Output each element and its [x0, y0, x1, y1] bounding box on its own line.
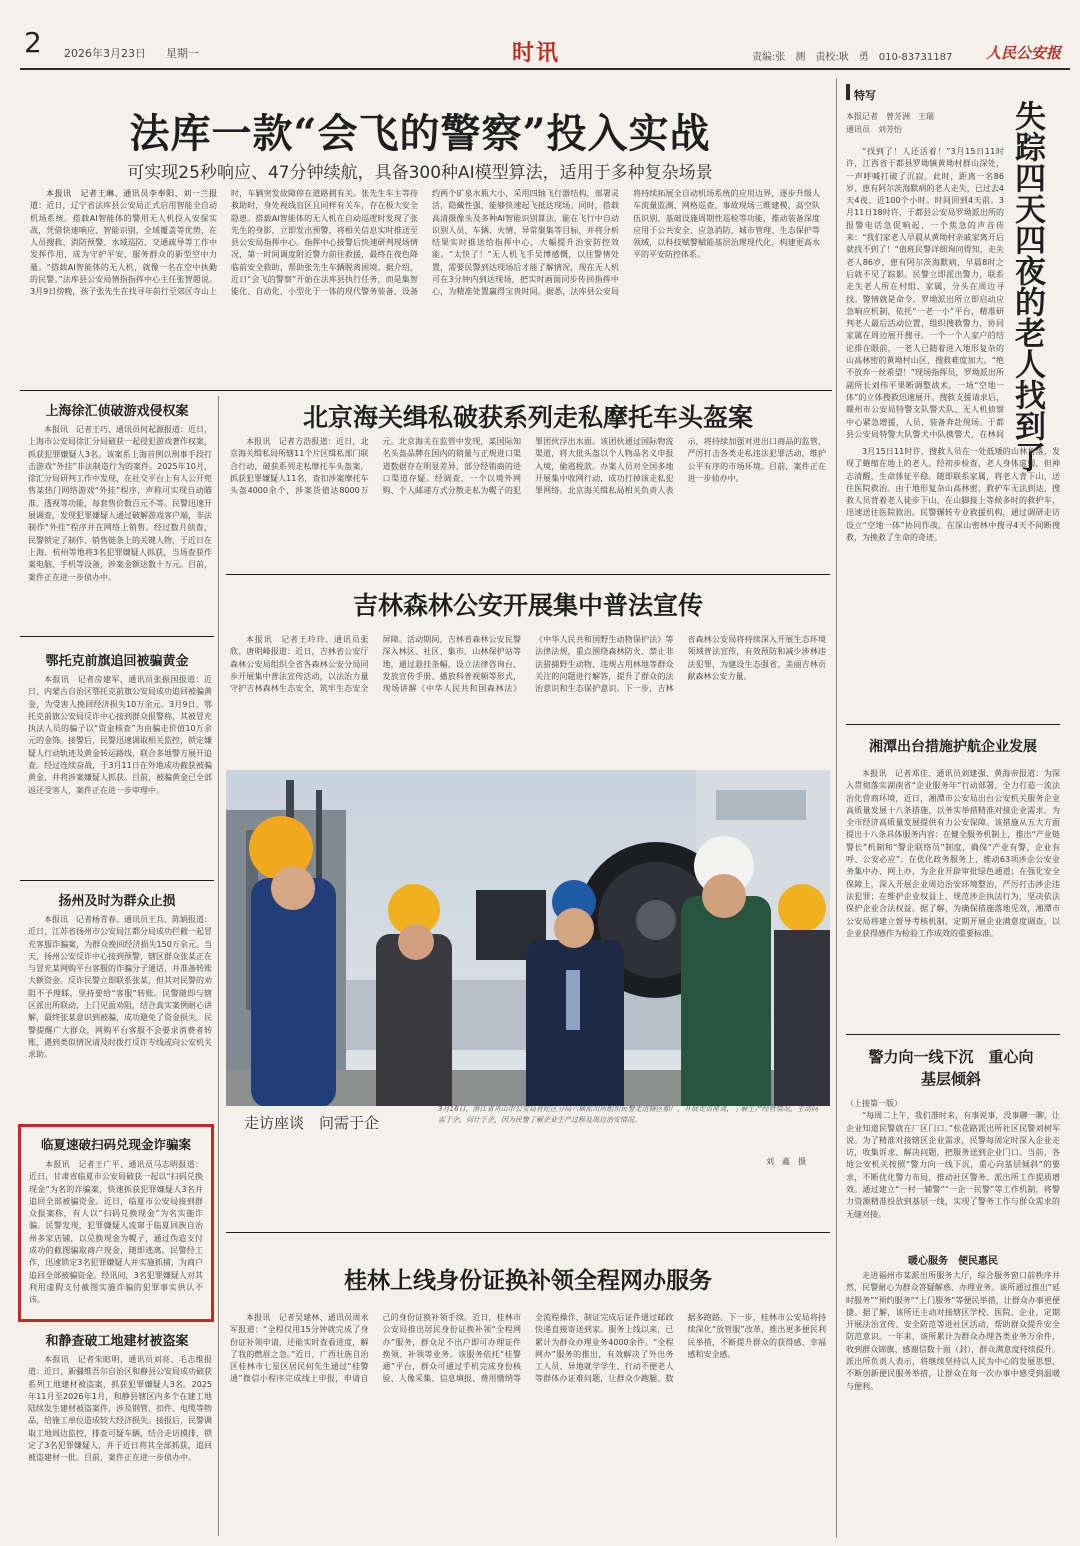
guilin-body: [230, 1312, 826, 1538]
feature-tag-label: 特写: [854, 89, 876, 102]
rule-xiangtan: [846, 724, 1060, 725]
jilin-headline: 吉林森林公安开展集中普法宣传: [352, 591, 703, 620]
issue-weekday: 星期一: [166, 47, 199, 60]
rule-yangzhou: [20, 880, 214, 881]
jingli-body-2: [846, 1270, 1060, 1538]
feature-body-cont: [846, 446, 1060, 716]
linxia-body: [21, 1153, 211, 1319]
left-column-rule: [218, 396, 219, 1536]
xiangtan-byline: 本报讯 记者邓佳、通讯员刘建强、黄海帝报道：: [862, 769, 1044, 778]
etuoke-text: 近日，内蒙古自治区鄂托克前旗公安局成功追回被骗黄金，为受害人挽回经济损失10万余元。3月9日，鄂托克前旗公安局反诈中心接到群众报警称，其被冒充执法人员的骗子以“资金核查”为由骗走价值10万余元的金饰。接警后，民警迅速调取相关监控，锁定嫌疑人行动轨迹及黄金转运路线，联合多地警方展开追查。经过连续奋战，于3月11日在外地成功截获被骗黄金，并将涉案嫌疑人抓获。目前，被骗黄金已全部返还受害人，案件正在进一步审理中。: [28, 675, 212, 795]
jilin-text: 近日，吉林省公安厅森林公安局组织全省各森林公安分局同步开展集中普法宣传活动，以法治力量守护吉林森林生态安全，筑牢生态安全屏障。活动期间，吉林省森林公安民警深入林区、社区、集市、山林保护站等地，通过悬挂条幅、设立法律咨询台、发放宣传手册、播放科普视频等形式，现场讲解《中华人民共和国森林法》《中华人民共和国野生动物保护法》等法律法规，重点围绕森林防火、禁止非法猎捕野生动物、违规占用林地等群众关注的问题进行解答，提升了群众的法治意识和生态保护意识。下一步，吉林省森林公安局将持续深入开展生态环境领域普法宣传，有效预防和减少涉林违法犯罪，为建设生态强省、美丽吉林贡献森林公安力量。: [230, 635, 826, 694]
feature-body-top: “找到了！人还活着！”3月15日11时许，江西省于都县罗坳镇黄坳村群山深处，一声呼喊打破了沉寂。此时，距离一名86岁、患有阿尔茨海默病的老人走失，已过去4天4夜、近100个小时。时间回到4天前。3月11日18时许，于都县公安局罗坳派出所的报警电话急促响起，一个焦急的声音传来：“我们家老人早晨从黄坳村亲戚家离开后就找不到了！”值班民警详细询问得知，走失老人86岁，患有阿尔茨海默病，早晨8时之后就不见了踪影。民警立即派出警力，联系走失老人所在村组、家属，分头在周边寻找。警情就是命令。罗坳派出所立即启动应急响应机制，依托“一老一小”平台，精准研判老人最后活动位置，组织搜救警力，协同家属在周边展开搜寻。一个一个人家户的结论排在眼前，一老人已随着进入地形复杂的山高林密的黄坳村山区，搜救难度加大。“绝不放弃一丝希望！”现场指挥员，罗坳派出所副所长刘伟平果断调整战术，一场“空地一体”的立体搜救迅速展开。搜救支援请求后，赣州市公安局特警支队警犬队、无人机侦察中心紧急增援，人员、装备奔赴现场。于都县公安局特警大队警犬中队携警犬，在林间: [846, 147, 1004, 439]
rule-jingli: [846, 1034, 1060, 1035]
xiangtan-text: 为深入贯彻落实湖南省“企业服务年”行动部署，全力打造一流法治化营商环境，近日，湘潭市公安局出台公安机关服务企业高质量发展十八条措施，以务实举措精准对接企业需求，为全市经济高质量发展提供有力公安保障。该措施从五大方面提出十八条具体服务内容：在健全服务机制上，推出“产业链警长”机制和“警企联络员”制度，确保“产业有警，企业有呼、公安必应”；在优化政务服务上，推动63项涉企公安业务集中办、网上办，为企业开辟审批绿色通道；在强化安全保障上，深入开展企业周边治安环境整治，严厉打击涉企违法犯罪；在维护企业权益上，规范涉企执法行为，坚决依法保护企业合法权益。据了解，为确保措施落地见效，湘潭市公安局将建立督导考核机制，定期开展企业满意度调查，以企业获得感作为检验工作成效的重要标准。: [846, 769, 1060, 938]
jingli-byline: （上接第一版）: [846, 1099, 902, 1108]
guilin-byline: 本报讯 记者吴建林、通讯员周永军报道：: [230, 1313, 369, 1335]
hejing-headline: 和静查破工地建材被盗案: [45, 1334, 189, 1349]
lead-subhead: 可实现25秒响应、47分钟续航，具备300种AI模型算法，适用于多种复杂场景: [127, 163, 713, 183]
linxia-highlight-box[interactable]: [18, 1124, 214, 1322]
page-number: 2: [24, 26, 42, 59]
jilin-byline: 本报讯 记者王玲玲、通讯员张欣、唐明峰报道：: [230, 635, 369, 657]
linxia-headline: 临夏速破扫码兑现金诈骗案: [40, 1137, 191, 1152]
photo-title: 走访座谈 问需于企: [244, 1114, 380, 1132]
linxia-byline: 本报讯 记者王广平、通讯员马志明报道：: [45, 1160, 203, 1169]
xuhui-byline: 本报讯 记者王巧、通讯员何起源报道：: [44, 425, 188, 434]
etuoke-headline: 鄂托克前旗追回被骗黄金: [45, 654, 189, 669]
beijing-customs-body: [230, 436, 826, 572]
jilin-body: [230, 634, 826, 766]
yangzhou-headline: 扬州及时为群众止损: [58, 894, 176, 909]
hejing-byline: 本报讯 记者朱暄明、通讯员刘亮、毛志维报道：: [28, 1355, 212, 1377]
rule-jilin: [226, 574, 830, 575]
jingli-text-2: 走进福州市某派出所服务大厅，综合服务窗口前秩序井然，民警耐心为群众答疑解惑、办理业务。该所通过推出“延时服务”“预约服务”“上门服务”等便民举措，让群众办事更便捷。据了解，该所还主动对接辖区学校、医院、企业，定期开展法治宣传、安全防范等进社区活动，帮助群众提升安全防范意识。一年来，该所累计为群众办理各类业务万余件，收到群众锦旗、感谢信数十面（封），群众满意度持续提升。派出所负责人表示，将继续坚持以人民为中心的发展思想，不断创新便民服务举措，让群众在每一次办事中感受到温暖与便利。: [846, 1271, 1060, 1391]
linxia-text: 近日，甘肃省临夏市公安局破获一起以“扫码兑换现金”为名的诈骗案，快速抓获犯罪嫌疑人3名并追回全部被骗资金。近日，临夏市公安局接到群众报案称，有人以“扫码兑换现金”为名实施诈骗。民警发现，犯罪嫌疑人流窜于临夏回族自治州多家店铺，以兑换现金为幌子，通过伪造支付成功的截图骗取商户现金，随即逃离。民警经工作，迅速锁定3名犯罪嫌疑人并实施抓捕，为商户追回全部被骗资金。经讯问，3名犯罪嫌疑人对其利用虚假支付截图实施诈骗的犯罪事实供认不讳。: [29, 1172, 203, 1305]
photo-credit: 刘 鑫 摄: [766, 1157, 806, 1166]
paper-logo: 人民公安报: [986, 44, 1062, 62]
jingli-headline: 警力向一线下沉 重心向基层倾斜: [868, 1048, 1034, 1088]
yangzhou-body: [28, 914, 212, 1120]
rule-etuoke: [20, 636, 214, 637]
feature-headline: 失踪四天四夜的老人找到了: [1009, 100, 1045, 472]
xuhui-headline: 上海徐汇侦破游戏侵权案: [45, 404, 189, 419]
editor-credits: 责编:张 测 责校:耿 勇 010-83731187: [752, 52, 953, 63]
lead-headline: 法库一款“会飞的警察”投入实战: [129, 110, 711, 157]
jingli-subsection: 暖心服务 便民惠民: [908, 1256, 998, 1267]
feature-reporters: 本报记者 曾芳洲 王瑞 通讯员 刘芳怡: [846, 112, 934, 134]
yangzhou-text: 近日，江苏省扬州市公安局江都分局成功拦截一起冒充客服诈骗案，为群众挽回经济损失150万余元。当天，扬州公安反诈中心接到预警，辖区群众张某正在与冒充某网购平台客服的诈骗分子通话，并准备转账大额资金。反诈民警立即联系张某，但其对民警的劝阻不予理睬，坚持要给“客服”转账。民警随即与辖区派出所联动，上门见面劝阻，结合真实案例耐心讲解，最终张某意识到被骗，成功避免了资金损失。民警提醒广大群众，网购平台客服不会要求消费者转账，遇到类似情况请及时拨打反诈专线或向公安机关求助。: [28, 927, 212, 1060]
yangzhou-byline: 本报讯 记者杨青春、通讯员王兵、陈娟报道：: [44, 915, 212, 924]
hejing-text: 近日，新疆维吾尔自治区和静县公安局成功破获系列工地建材被盗案，抓获犯罪嫌疑人3名。2025年11月至2026年1月，和静县辖区内多个在建工地陆续发生建材被盗案件，涉及钢管、扣件、电缆等物品，给施工单位造成较大经济损失。接报后，民警调取工地周边监控，排查可疑车辆，结合走访摸排，锁定了3名犯罪嫌疑人，并于近日将其全部抓获，追回被盗建材一批。目前，案件正在进一步侦办中。: [28, 1367, 212, 1463]
lead-text: 近日，辽宁省法库县公安局正式启用智能全自动机场系统。搭载AI智能体的警用无人机投入安保实战，凭借快速响应、智能识别、全域覆盖等优势，在人员搜救、消防预警、水域巡防、交通疏导等工作中发挥作用，成为守护平安、服务群众的新型空中力量。“搭载AI智能体的无人机，就像一名在空中执勤的民警。”法库县公安局情指指挥中心主任张智超说。3月9日傍晚，孩子张先生在找寻年前行至郊区寺山上时，车辆突发故障停在道路拥有关。张先生车主等待救助时，身处视线盲区且同样有关车，存在极大安全隐患。搭载AI智能体的无人机在自动巡逻时发现了张先生的身影，立即发出预警，将相关信息实时推送至县公安局指挥中心。指挥中心接警后快速研判现场情况，第一时间调度附近警力前往救援，最终在夜色降临前安全救助，帮助张先生车辆脱离困境。据介绍，近日“会飞的警察”开始在法库县执行任务，而是集智能化、自动化、小型化于一体的现代警务装备，设备约两个矿泉水瓶大小，采用四轴飞行器结构，部署灵活，隐藏性强，能够快速起飞抵达现场。同时，搭载高清摄像头及多种AI智能识别算法，能在飞行中自动识别人员、车辆、火情、异常聚集等目标，并将分析结果实时推送给指挥中心，大幅提升治安防控效能。“太快了！”无人机飞手吴博感慨，以往警情处置，需要民警到达现场后才能了解情况，现在无人机可在3分钟内到达现场，把实时画面同步传回指挥中心，为精准处置赢得宝贵时间。据悉，法库县公安局将持续拓展全自动机场系统的应用边界，逐步升级人车流量监测、网格巡查、事故现场三维建模、高空队伍识别、基础设施周期性巡检等功能，推动装备深度应用于公共安全、应急消防、城市管理、生态保护等领域，以科技赋警赋能基层治理现代化，构建更高水平的平安防控体系。: [30, 189, 820, 297]
issue-date: 2026年3月23日: [64, 47, 146, 60]
xuhui-text: 近日，上海市公安局徐汇分局破获一起侵犯游戏著作权案，抓获犯罪嫌疑人3名。该案系上海首例以刑事手段打击游戏“外挂”非法制造行为的案件。2025年10月，徐汇分局研判工作中发现，在社交平台上有人公开兜售某热门网络游戏“外挂”程序，声称可实现自动瞄准、透视等功能，每套售价数百元不等。民警迅速开展调查，发现犯罪嫌疑人通过破解游戏客户端，非法制作“外挂”程序并在网络上销售。经过数月侦查，民警锁定了制作、销售链条上的关键人物，于近日在上海、杭州等地将3名犯罪嫌疑人抓获，当场查获作案电脑、手机等设备，涉案金额达数十万元。目前，案件正在进一步侦办中。: [28, 425, 212, 582]
beijing-customs-byline: 本报讯 记者方浩报道：: [246, 437, 336, 446]
masthead: [0, 0, 1080, 66]
lead-bottom-rule: [20, 390, 832, 391]
etuoke-byline: 本报讯 记者房建军、通讯员张振国报道：: [44, 675, 204, 684]
lead-body: [30, 188, 820, 384]
xiangtan-body: [846, 768, 1060, 1026]
feature-body-continued: 3月15日11时许，搜救人员在一处低矮的山林角落，发现了蜷缩在地上的老人。经初步检查，老人身体虚弱，但神志清醒，生命体征平稳。随即联系家属，将老人背下山，送往医院救治。由于地形复杂山高林密，救护车无法到达，搜救人员背着老人徒步下山，在山脚接上等候多时的救护车，迅速送往医院救治。民警辗转专业救援机构，通过调研走访设立“空地一体”协同作战，在深山密林中搜寻4天不间断搜救，为挽救了生命的奇迹。: [846, 447, 1060, 543]
jingli-text: “每周二上午，我们准时来，有事说事，没事聊一聊，让企业知道民警就在厂区门口。”松花路派出所社区民警刘树军说。为了精准对接辖区企业需求，民警每周定时深入企业走访，收集诉求、解决问题，把服务送到企业门口。当前，各地公安机关按照“警力向一线下沉，重心向基层倾斜”的要求，不断优化警力布局，推动社区警务、派出所工作提质增效。通过建立“一村一辅警”“一企一民警”等工作机制，将警力资源精准投放到基层一线，实现了警务工作与群众需求的无缝对接。: [846, 1111, 1060, 1219]
feature-tag: [846, 84, 920, 100]
masthead-rule: [20, 68, 1070, 70]
section-title: 时讯: [512, 40, 561, 66]
hejing-body: [28, 1354, 212, 1538]
feature-body: [846, 146, 1004, 440]
guilin-text: “全程仅用15分钟就完成了身份证补领申请，还能实时查看进度，解了我的燃眉之急。”近日，广西壮族自治区桂林市七星区居民何先生通过“桂警通”微信小程序完成线上申报，申请自己的身份证换补领手续。近日，桂林市公安局推出居民身份证换补领“全程网办”服务，群众足不出户即可办理证件换领、补领等业务。该服务依托“桂警通”平台，群众可通过手机完成身份核验、人像采集、信息填报、费用缴纳等全流程操作，制证完成后证件通过邮政快递直接寄送到家。服务上线以来，已累计为群众办理业务4000余件。“全程网办”服务的推出，有效解决了外出务工人员、异地就学学生、行动不便老人等群体办证难问题，让群众少跑腿、数据多跑路。下一步，桂林市公安局将持续深化“放管服”改革，推出更多便民利民举措，不断提升群众的获得感、幸福感和安全感。: [230, 1313, 826, 1384]
beijing-customs-headline: 北京海关缉私破获系列走私摩托车头盔案: [302, 403, 753, 432]
xuhui-body: [28, 424, 212, 626]
lead-byline: 本报讯 记者王琳、通讯员李奉阳、刘一兰报道：: [30, 189, 217, 211]
photo-caption: 3月16日，浙江省舟山市公安局普陀区分局六横派出所组织民警走进辖区船厂，开展走访座谈，了解生产经营情况，主动问需于企、问计于企，因为民警了解企业生产过程及周边治安情况。: [438, 1105, 818, 1124]
xiangtan-headline: 湘潭出台措施护航企业发展: [869, 739, 1037, 755]
beijing-customs-text: 近日，北京海关缉私局所辖11个片区缉私部门联合行动，破获系列走私摩托车头盔案，抓获犯罪嫌疑人11名，查扣涉案摩托车头盔4000余个，涉案货值达8000万元。北京海关在监管中发现，某国际知名头盔品牌在国内的销量与正规进口渠道数据存在明显差异，部分经销商的进口渠道存疑。经调查，一个以境外网购、个人邮递方式分散走私为幌子的犯罪团伙浮出水面。该团伙通过国际物流渠道，将大批头盔以个人物品名义申报入境，偷逃税款。办案人员对全国多地开展集中收网行动，成功打掉该走私犯罪网络。北京海关缉私局相关负责人表示，将持续加强对进出口商品的监管，严厉打击各类走私违法犯罪活动，维护公平有序的市场环境。目前，案件正在进一步侦办中。: [230, 437, 826, 496]
rule-guilin: [226, 1232, 830, 1233]
guilin-headline: 桂林上线身份证换补领全程网办服务: [344, 1267, 712, 1294]
right-column-rule: [836, 78, 837, 1538]
news-photo: [226, 770, 830, 1194]
jingli-body: [846, 1098, 1060, 1246]
etuoke-body: [28, 674, 212, 882]
